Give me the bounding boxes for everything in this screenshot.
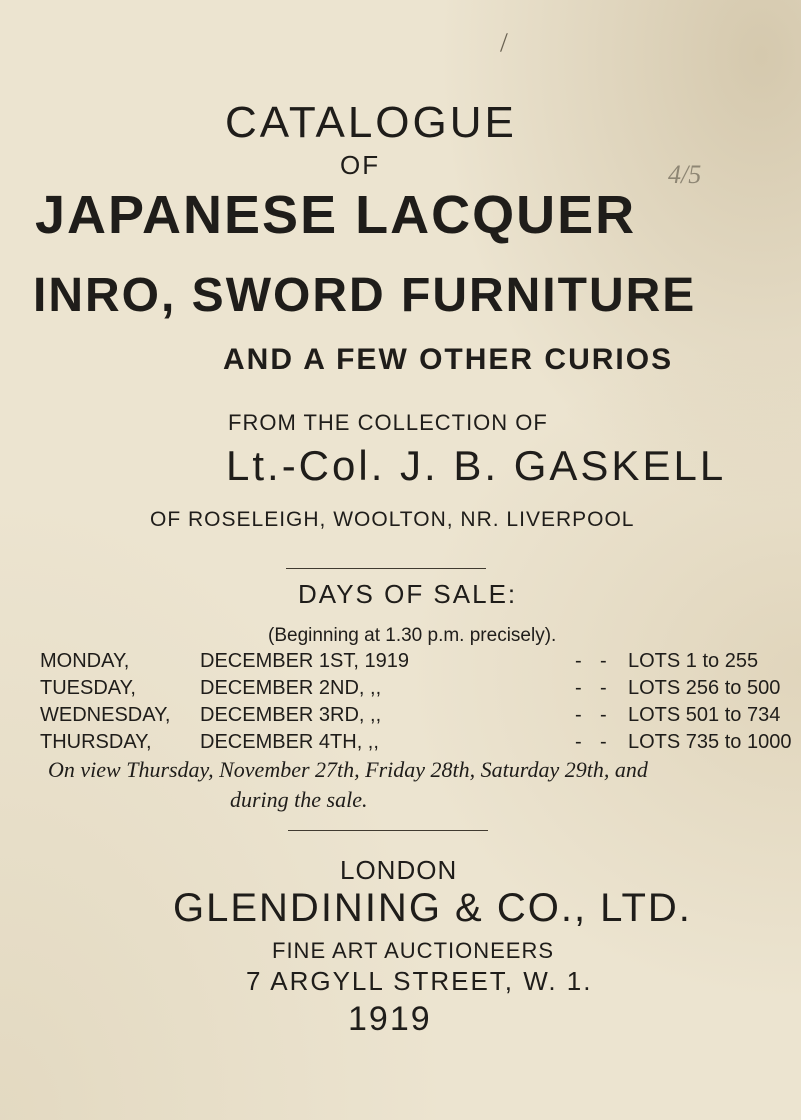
leader-dash: -: [600, 704, 607, 726]
publication-year: 1919: [348, 1000, 432, 1038]
title-inro-sword-furniture: INRO, SWORD FURNITURE: [33, 269, 697, 322]
on-view-dates: On view Thursday, November 27th, Friday 28th, Saturday 29th, and: [48, 757, 648, 782]
sale-lots: LOTS 256 to 500: [628, 677, 781, 699]
title-catalogue: CATALOGUE: [225, 98, 517, 147]
leader-dash: -: [575, 704, 582, 726]
leader-dash: -: [575, 731, 582, 753]
sale-date: DECEMBER 2ND, ,,: [200, 677, 382, 699]
sale-date: DECEMBER 1ST, 1919: [200, 650, 409, 672]
from-collection-line: FROM THE COLLECTION OF: [228, 410, 548, 435]
sale-day: WEDNESDAY,: [40, 704, 171, 726]
leader-dash: -: [600, 677, 607, 699]
auctioneer-firm-name: GLENDINING & CO., LTD.: [173, 886, 692, 930]
divider-rule: [288, 830, 488, 831]
title-japanese-lacquer: JAPANESE LACQUER: [35, 185, 637, 245]
sale-day-row: [40, 677, 781, 705]
title-other-curios: AND A FEW OTHER CURIOS: [223, 343, 674, 376]
sale-start-time: (Beginning at 1.30 p.m. precisely).: [268, 625, 557, 646]
sale-day-row: [40, 704, 781, 732]
sale-lots: LOTS 501 to 734: [628, 704, 781, 726]
auctioneer-address: 7 ARGYLL STREET, W. 1.: [246, 966, 593, 996]
pencil-annotation: 4/5: [668, 160, 702, 189]
sale-date: DECEMBER 4TH, ,,: [200, 731, 379, 753]
on-view-during-sale: during the sale.: [230, 787, 368, 812]
sale-day: TUESDAY,: [40, 677, 136, 699]
collector-name: Lt.-Col. J. B. GASKELL: [226, 442, 727, 489]
sale-lots: LOTS 1 to 255: [628, 650, 759, 672]
city-name: LONDON: [340, 855, 458, 885]
sale-day-row: [40, 731, 792, 759]
sale-date: DECEMBER 3RD, ,,: [200, 704, 382, 726]
sale-lots: LOTS 735 to 1000: [628, 731, 792, 753]
collector-residence: OF ROSELEIGH, WOOLTON, NR. LIVERPOOL: [150, 508, 635, 531]
leader-dash: -: [600, 650, 607, 672]
handwritten-mark: /: [497, 27, 510, 58]
title-of: OF: [340, 150, 381, 180]
leader-dash: -: [575, 677, 582, 699]
sale-day: THURSDAY,: [40, 731, 152, 753]
leader-dash: -: [575, 650, 582, 672]
days-of-sale-heading: DAYS OF SALE:: [298, 579, 518, 609]
divider-rule: [286, 568, 486, 569]
auctioneer-trade: FINE ART AUCTIONEERS: [272, 938, 555, 963]
sale-day: MONDAY,: [40, 650, 130, 672]
leader-dash: -: [600, 731, 607, 753]
sale-day-row: [40, 650, 759, 678]
